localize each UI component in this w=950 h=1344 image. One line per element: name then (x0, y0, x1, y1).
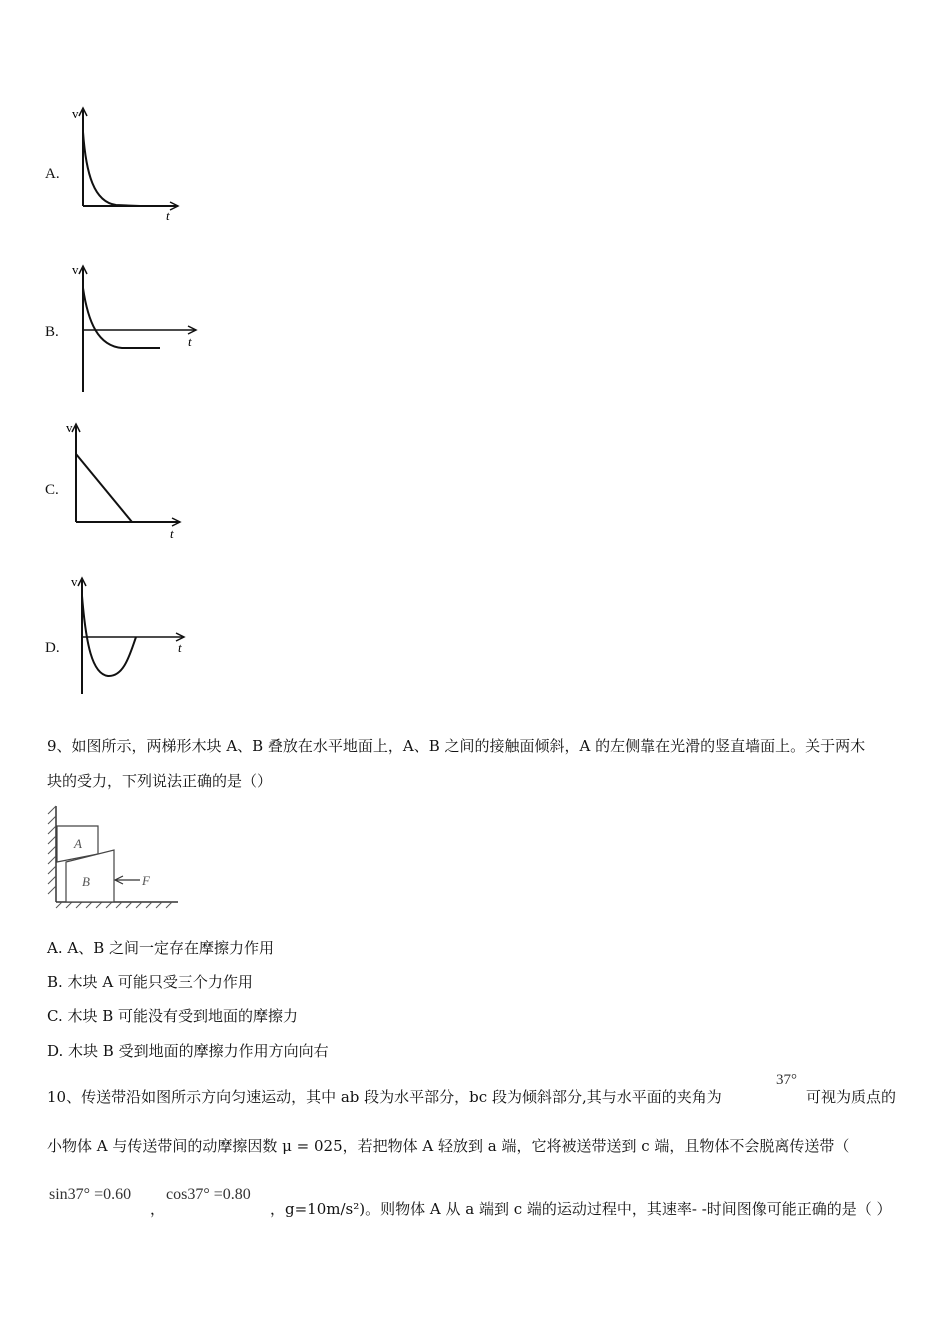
block-b-label: B (82, 874, 90, 889)
q10-angle: 37° (776, 1072, 797, 1088)
option-a-label: A. (45, 166, 60, 182)
option-a-graph (70, 104, 190, 224)
q10-line-2: 小物体 A 与传送带间的动摩擦因数 μ = 025，若把物体 A 轻放到 a 端，它将被送带送到 c 端，且物体不会脱离传送带（ (47, 1137, 850, 1155)
q9-choice-b: B. 木块 A 可能只受三个力作用 (47, 973, 253, 991)
option-b-graph (70, 262, 205, 397)
q9-line-2: 块的受力，下列说法正确的是（） (47, 772, 273, 790)
q9-choice-d: D. 木块 B 受到地面的摩擦力作用方向向右 (47, 1042, 329, 1060)
option-b-label: B. (45, 324, 59, 340)
q10-sin-value: sin37° =0.60 (49, 1186, 132, 1203)
q10-line-3: ，g=10m/s²)。则物体 A 从 a 端到 c 端的运动过程中，其速率- -时间图像可能正确的是（ ） (270, 1200, 892, 1218)
option-d-label: D. (45, 640, 60, 656)
option-b-v-label: v (72, 262, 79, 277)
q9-choice-c: C. 木块 B 可能没有受到地面的摩擦力 (47, 1007, 299, 1025)
force-label: F (142, 873, 150, 888)
q10-line-1-end: 可视为质点的 (806, 1088, 897, 1106)
q10-comma: ， (150, 1200, 166, 1218)
block-a-label: A (74, 836, 82, 851)
option-d-v-label: v (71, 574, 78, 589)
q9-line-1: 9、如图所示，两梯形木块 A、B 叠放在水平地面上，A、B 之间的接触面倾斜，A 的左侧靠在光滑的竖直墙面上。关于两木 (47, 737, 866, 755)
q10-line-1 (47, 1086, 722, 1107)
q10-line-1-text: 10、传送带沿如图所示方向匀速运动，其中 ab 段为水平部分，bc 段为倾斜部分,其与水平面的夹角为 (47, 1088, 722, 1106)
option-d-t-label: t (178, 640, 182, 655)
option-a-t-label: t (166, 208, 170, 223)
q10-cos-value: cos37° =0.80 (166, 1186, 251, 1203)
option-b-t-label: t (188, 334, 192, 349)
option-c-v-label: v (66, 420, 73, 435)
option-a-v-label: v (72, 106, 79, 121)
option-c-label: C. (45, 482, 59, 498)
option-d-graph (68, 574, 193, 699)
q9-choice-a: A. A、B 之间一定存在摩擦力作用 (47, 939, 274, 957)
q9-figure (44, 804, 184, 912)
option-c-t-label: t (170, 526, 174, 541)
option-c-graph (64, 418, 189, 543)
